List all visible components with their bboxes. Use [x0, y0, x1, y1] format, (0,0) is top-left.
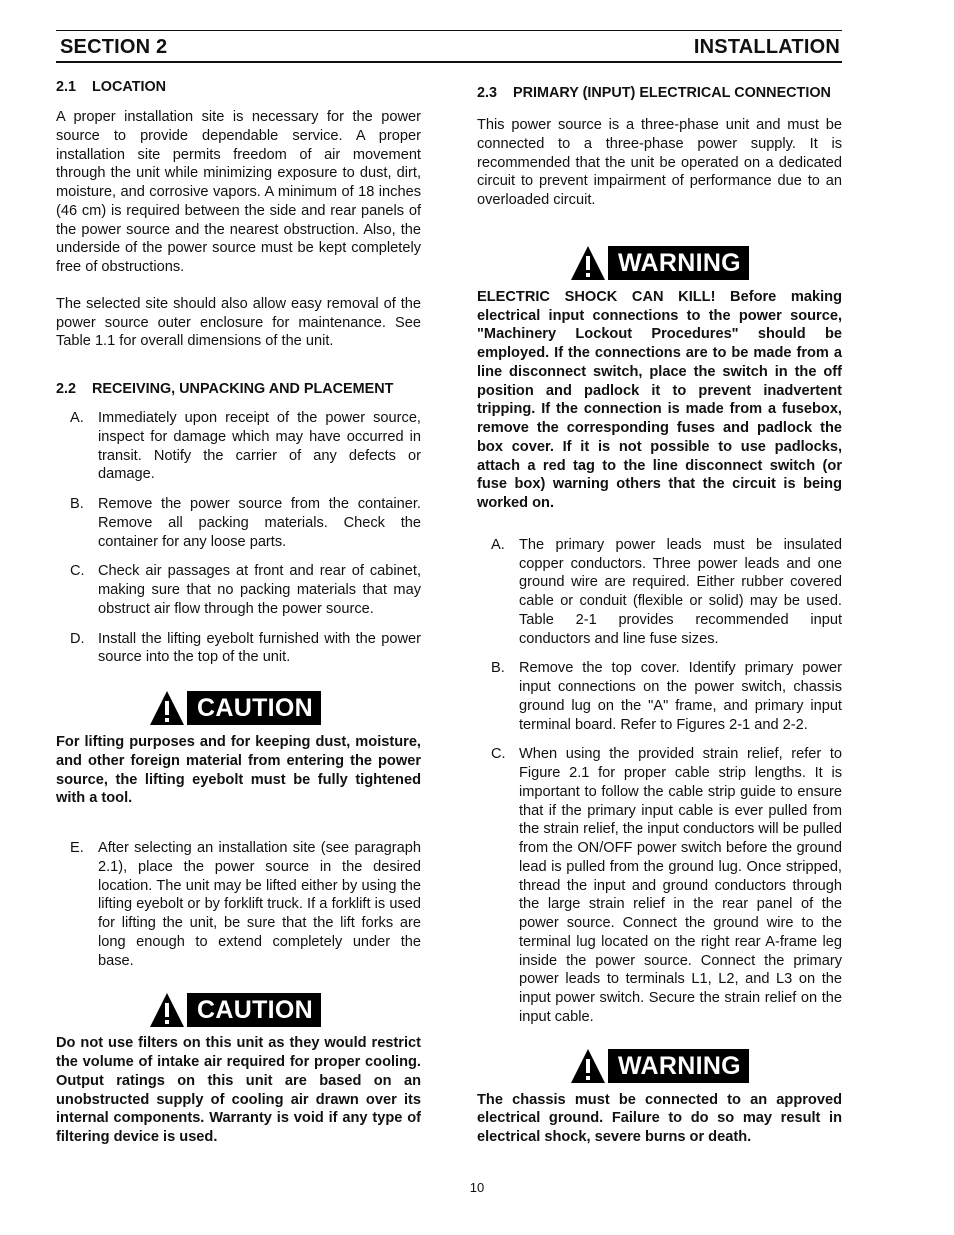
list-text: Remove the top cover. Identify primary power input connections on the power switch, chassis ground lug on the "A" frame, and primary input terminal board. Refer to Figures 2-1 and 2-2. [519, 660, 842, 733]
list-text: Install the lifting eyebolt furnished with the power source into the top of the unit. [98, 630, 421, 666]
caution-text: Do not use filters on this unit as they would restrict the volume of intake air required for proper cooling. Output ratings on this unit are based on an unobstructed supply of cooling air drawn over its internal components. Warranty is void if any type of filtering device is used. [56, 1035, 421, 1145]
warning-text: ELECTRIC SHOCK CAN KILL! Before making electrical input connections to the power source, "Machinery Lockout Procedures" should be employed. If the connections are to be made from a line disconnect switch, place the switch in the off position and padlock it to prevent inadvertent tripping. If the connection is made from a fusebox, remove the corresponding fuses and padlock the box cover. If it is not possible to use padlocks, attach a red tag to the line disconnect switch (or fuse box) warning others that the circuit is being worked on. [477, 288, 842, 511]
warning-triangle-icon [570, 1048, 606, 1084]
heading-text: RECEIVING, UNPACKING AND PLACEMENT [92, 381, 394, 397]
list-item [56, 839, 421, 970]
heading-text: PRIMARY (INPUT) ELECTRICAL CONNECTION [513, 85, 831, 101]
heading-location [56, 78, 421, 96]
list-letter: A. [70, 410, 84, 426]
warning-text: The chassis must be connected to an approved electrical ground. Failure to do so may result in electrical shock, severe burns or death. [477, 1091, 842, 1145]
caution-text: For lifting purposes and for keeping dust, moisture, and other foreign material from entering the power source, the lifting eyebolt must be fully tightened with a tool. [56, 734, 421, 807]
warning-badge [570, 245, 842, 281]
caution-badge [149, 992, 421, 1028]
list-text: The primary power leads must be insulated copper conductors. Three power leads and one ground wire are required. Either rubber covered cable or conduit (flexible or solid) may be used. Table 2-1 provides recommended input conductors and line fuse sizes. [519, 536, 842, 647]
list-item [56, 562, 421, 618]
warning-label: WARNING [608, 1049, 749, 1083]
left-column [56, 78, 421, 1147]
list-text: Remove the power source from the container. Remove all packing materials. Check the container for any loose parts. [98, 496, 421, 550]
primary-paragraph-1: This power source is a three-phase unit and must be connected to a three-phase power supply. It is recommended that the unit be operated on a dedicated circuit to prevent impairment of performance due to an overloaded circuit. [477, 117, 842, 208]
right-column [477, 84, 842, 1147]
caution-badge [149, 690, 421, 726]
list-letter: D. [70, 630, 85, 647]
warning-badge [570, 1048, 842, 1084]
heading-number: 2.2 [56, 381, 77, 397]
list-letter: C. [70, 563, 85, 580]
warning-triangle-icon [570, 245, 606, 281]
list-item [56, 495, 421, 551]
list-text: Check air passages at front and rear of cabinet, making sure that no packing materials that may obstruct air flow through the power source. [98, 563, 421, 617]
list-item [56, 630, 421, 668]
location-paragraph-1: A proper installation site is necessary for the power source to provide dependable service. A proper installation site permits freedom of air movement through the unit while minimizing exposure to dust, dirt, moisture, and corrosive vapors. A minimum of 18 inches (46 cm) is required between the side and rear panels of the power source and the nearest obstruction. Also, the underside of the power source must be kept completely free of obstructions. [56, 109, 421, 275]
location-paragraph-2: The selected site should also allow easy removal of the power source outer enclosure for maintenance. See Table 1.1 for overall dimensions of the unit. [56, 295, 421, 350]
list-letter: A. [491, 536, 505, 553]
list-item [477, 659, 842, 734]
list-letter: C. [491, 746, 506, 763]
warning-triangle-icon [149, 690, 185, 726]
list-text: Immediately upon receipt of the power source, inspect for damage which may have occurred in transit. Notify the carrier of any defects or damage. [98, 410, 421, 483]
caution-label: CAUTION [187, 993, 321, 1027]
heading-primary [477, 84, 842, 102]
list-text: After selecting an installation site (see paragraph 2.1), place the power source in the desired location. The unit may be lifted either by using the lifting eyebolt or by forklift truck. If a forklift is used for lifting the unit, be sure that the lift forks are long enough to extend completely under the base. [98, 840, 421, 969]
section-label: SECTION 2 [60, 36, 168, 58]
list-item [477, 536, 842, 649]
heading-text: LOCATION [92, 79, 167, 95]
list-item [477, 745, 842, 1026]
page-number: 10 [469, 1180, 485, 1195]
heading-receiving [56, 380, 421, 398]
list-letter: B. [491, 660, 505, 677]
list-letter: E. [70, 840, 84, 856]
warning-triangle-icon [149, 992, 185, 1028]
list-item [56, 409, 421, 484]
section-title: INSTALLATION [693, 36, 840, 58]
list-letter: B. [70, 496, 84, 512]
list-text: When using the provided strain relief, refer to Figure 2.1 for proper cable strip lengths. It is important to follow the cable strip guide to ensure that if the primary input cable is ever pulled from the strain relief, the input conductors will be pulled from the ON/OFF power switch before the ground lead is pulled from the ground lug. Once stripped, thread the input and ground conductors through the large strain relief in the rear panel of the power source. Connect the ground wire to the terminal lug located on the right rear A-frame leg inside the power source. Connect the primary power leads to terminals L1, L2, and L3 on the input power switch. Secure the strain relief on the input cable. [519, 746, 842, 1025]
caution-label: CAUTION [187, 691, 321, 725]
heading-number: 2.1 [56, 79, 77, 95]
page-header [56, 30, 842, 63]
heading-number: 2.3 [477, 85, 498, 101]
warning-label: WARNING [608, 246, 749, 280]
